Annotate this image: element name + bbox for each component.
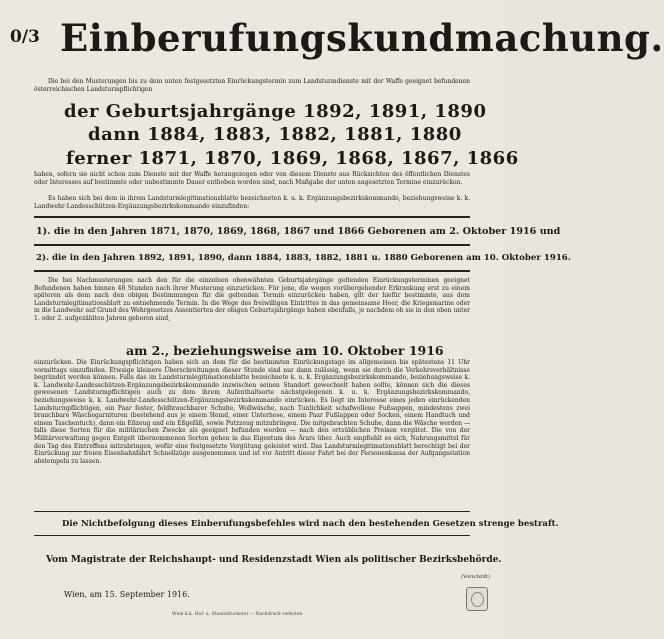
birth-years-line-1: der Geburtsjahrgänge 1892, 1891, 1890 bbox=[64, 101, 487, 122]
divider-rule-5 bbox=[34, 535, 470, 536]
divider-rule-4 bbox=[34, 511, 470, 512]
instructions-paragraph: einzurücken. Die Einrückungspflichtigen haben sich an dem für die bestimmten Einrückungstage im allgemeinen bis spätestens 11 Uhr vormittags einzufinden. Etwaige kleinere Überschreitungen dieser Stunde sind nur dann zulässig, wenn sie durch die Verkehrsverhältnisse begründet werden können. Falls das im Landsturmlegitimationsblatte bezeichnete k. u. k. Ergänzungsbezirkskommando, beziehungsweise k. k. Landwehr-Landesschützen-Ergänzungsbezirkskommando inzwischen seinen Standort gewechselt haben sollte, können sich die dieses gewesenen Landsturmpflichtigen auch zu dem ihrem Aufenthaltsorte nächstgelegenen k. u. k. Ergänzungsbezirkskommando, beziehungsweise k. k. Landwehr-Landesschützen-Ergänzungsbezirkskommando einrücken. Es liegt im Interesse eines jeden einrückenden Landsturmpflichtigen, ein Paar fester, feldbrauchbarer Schuhe, Wollwäsche, nach Tunlichkeit schafwollene Fußsappen, mindestens zwei brauchbare Wäschegarnituren (bestehend aus je einem Hemd, einer Unterhose, einem Paar Fußlappen oder Socken, einem Handtuch und einem Taschentuch), dann ein Eßzeug und ein Eßgefäß, sowie Putzzeug mitzubringen. Die mitgebrachten Schuhe, dann die Wäsche werden — falls diese Sorten für die militärischen Zwecke als geeignet befunden werden — nach den ortsüblichen Preisen vergütet. Die von der Militärverwaltung gegen Entgelt übernommenen Sorten gehen in das Eigentum des Ärars über. Auch empfiehlt es sich, Nahrungsmittel für den Tag des Eintreffens mitzubringen, wofür eine festgesetzte Vergütung geleistet wird. Das Landsturmlegitimationsblatt berechtigt bei der Einrückung zur freien Eisenbahnfahrt Schnellzüge ausgenommen und ist vor Antritt dieser Fahrt bei der Personenkassa der Aufgangsstation abstempeln zu lassen. bbox=[34, 359, 470, 465]
penalty-warning: Die Nichtbefolgung dieses Einberufungsbefehles wird nach den bestehenden Gesetzen strenge bestraft. bbox=[62, 519, 559, 529]
schedule-item-1: 1). die in den Jahren 1871, 1870, 1869, 1868, 1867 und 1866 Geborenen am 2. Oktober 1916 und bbox=[36, 226, 561, 237]
issuing-authority: Vom Magistrate der Reichshaupt- und Residenzstadt Wien als politischer Bezirksbehörde. bbox=[46, 555, 502, 565]
divider-rule-1 bbox=[34, 216, 470, 218]
stamp-label: (Vorschrift) bbox=[461, 574, 490, 580]
reporting-date-line: am 2., beziehungsweise am 10. Oktober 1916 bbox=[126, 343, 444, 358]
birth-years-line-3: ferner 1871, 1870, 1869, 1868, 1867, 1866 bbox=[66, 148, 519, 169]
intro-paragraph: Die bei den Musterungen bis zu dem unten festgesetzten Einrückungstermin zum Landsturmdienste mit der Waffe geeignet befundenen österreichischen Landsturmpflichtigen bbox=[34, 78, 470, 93]
printer-footer: Wien k.k. Hof- u. Staatsdruckerei — Nachdruck verboten bbox=[172, 612, 303, 617]
schedule-item-2: 2). die in den Jahren 1892, 1891, 1890, dann 1884, 1883, 1882, 1881 u. 1880 Geborenen am 10. Oktober 1916. bbox=[36, 253, 571, 263]
reporting-paragraph: Es haben sich bei dem in ihrem Landsturmlegitimationsblatte bezeichneten k. u. k. Ergänzungsbezirkskommando, beziehungsweise k. k. Landwehr-Landesschützen-Ergänzungsbezirkskommando einzufinden: bbox=[34, 195, 470, 210]
document-title: Einberufungskundmachung. bbox=[60, 16, 664, 60]
divider-rule-2 bbox=[34, 244, 470, 246]
followup-paragraph: Die bei Nachmusterungen nach den für die einzelnen obenwähnten Geburtsjahrgänge geltenden Einrückungsterminen geeignet Befundenen haben binnen 48 Stunden nach ihrer Musterung einzurücken. Für jene, die wegen vorübergehender Erkrankung erst zu einem späteren als dem nach den obigen Bestimmungen für die geltenden Termin einzurücken haben, gilt der hiefür bestimmte, aus dem Landsturmlegitimationsblatt zu entnehmende Termin. In die Wege des freiwilligen Eintrittes in das gemeinsame Heer, die Kriegsmarine oder in die Landwehr auf Grund des Wehrgesetzes Assentierten der obigen Geburtsjahrgänge haben ebenfalls, je nachdem ob sie in den oben unter 1. oder 2. aufgezählten Jahren geboren sind, bbox=[34, 277, 470, 322]
seal-emblem bbox=[466, 587, 488, 611]
birth-years-line-2: dann 1884, 1883, 1882, 1881, 1880 bbox=[88, 124, 462, 145]
document-mark: 0/3 bbox=[10, 27, 40, 47]
issue-date: Wien, am 15. September 1916. bbox=[64, 590, 190, 599]
divider-rule-3 bbox=[34, 270, 470, 272]
obligation-paragraph: haben, sofern sie nicht schon zum Dienste mit der Waffe herangezogen oder von diesem Dienste aus Rücksichten des öffentlichen Dienstes oder Interesses auf bestimmte oder unbestimmte Dauer enthoben worden sind, nach Maßgabe der unten angesetzten Termine einzurücken. bbox=[34, 171, 470, 186]
